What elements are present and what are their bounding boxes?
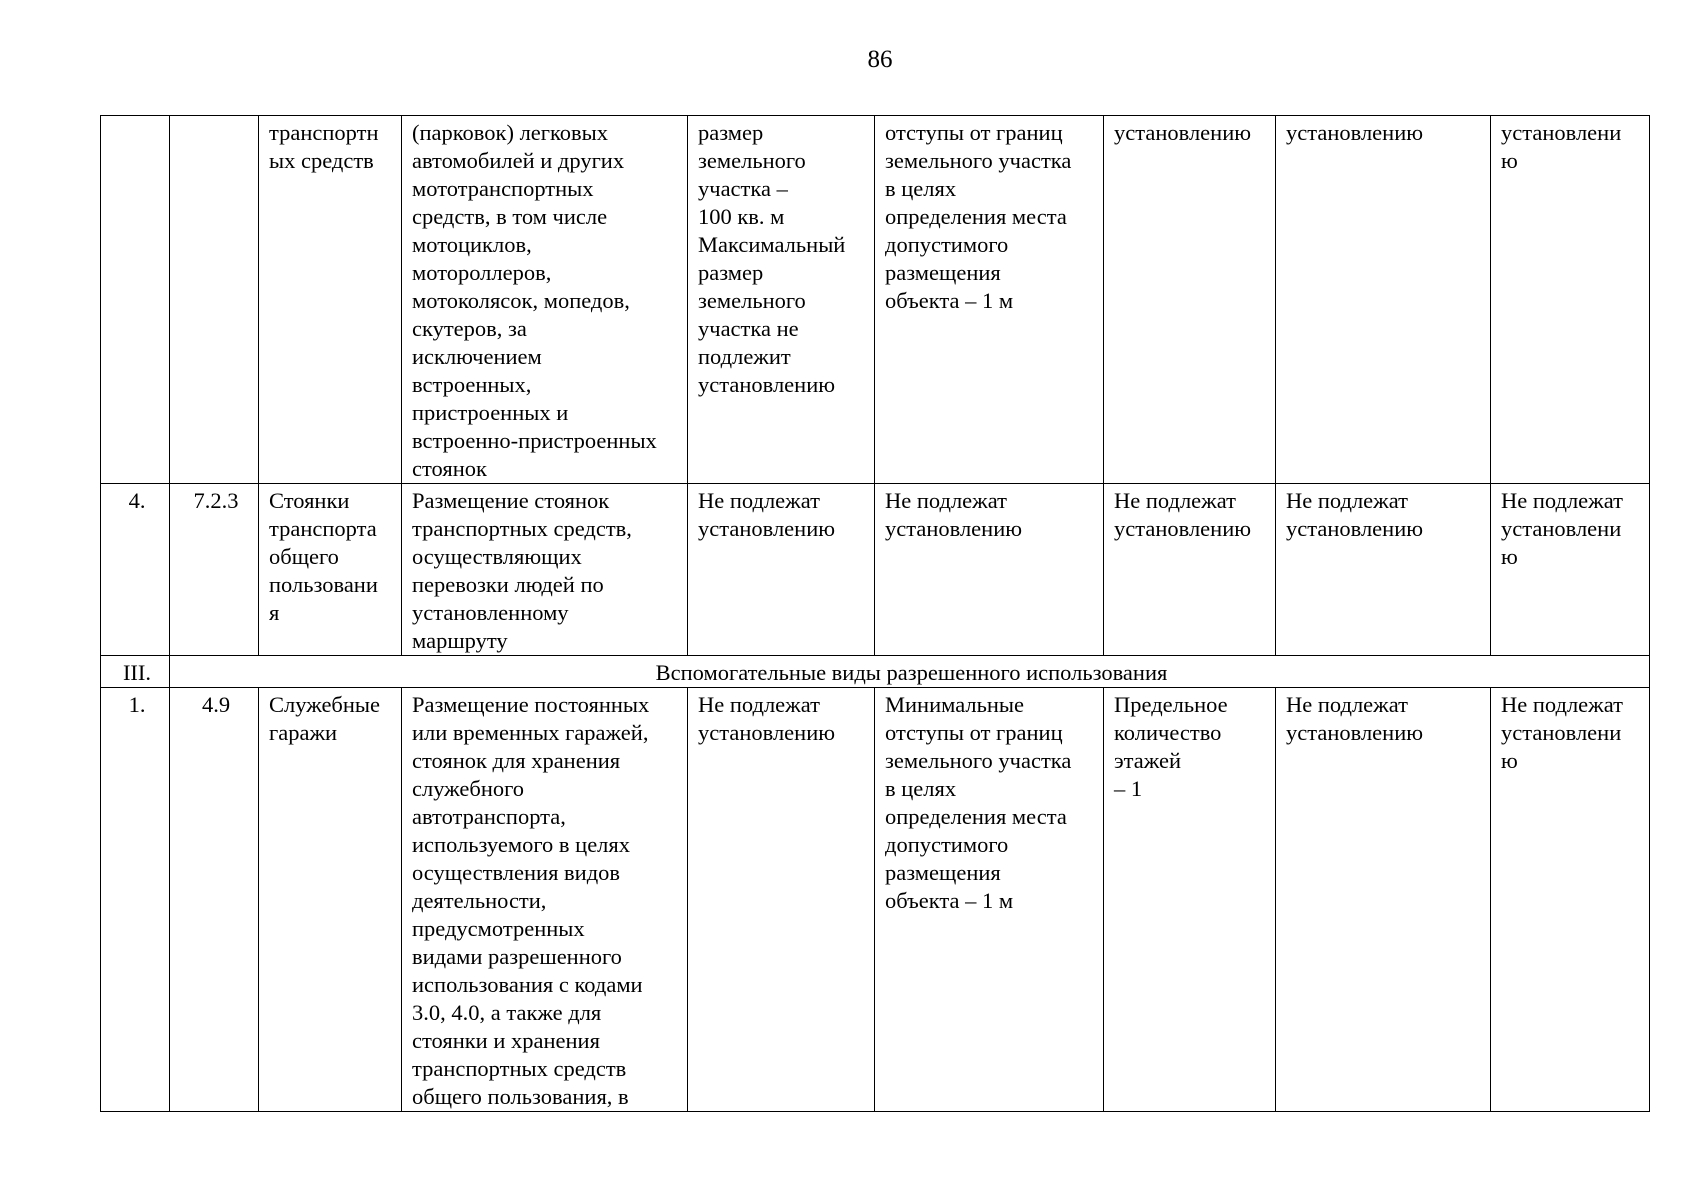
- other-cell: [1491, 688, 1650, 1112]
- use-code: 4.9: [201, 692, 231, 717]
- coverage-text: Не подлежат установлению: [1286, 488, 1424, 541]
- code-cell: [170, 116, 259, 484]
- plot-size-text: Не подлежат установлению: [698, 692, 836, 745]
- row-number-cell: [101, 688, 170, 1112]
- code-cell: [170, 484, 259, 656]
- row-number-cell: [101, 116, 170, 484]
- setbacks-cell: [875, 116, 1104, 484]
- coverage-cell: [1276, 484, 1491, 656]
- section-number-cell: [101, 656, 170, 688]
- coverage-text: установлению: [1286, 120, 1424, 145]
- plot-size-cell: [688, 688, 875, 1112]
- description-cell: [402, 688, 688, 1112]
- table-row: [101, 116, 1650, 484]
- floors-cell: [1104, 484, 1276, 656]
- section-title-cell: [170, 656, 1650, 688]
- floors-text: Предельное количество этажей – 1: [1114, 692, 1228, 801]
- table-row: [101, 484, 1650, 656]
- name-cell: [259, 484, 402, 656]
- coverage-cell: [1276, 688, 1491, 1112]
- setbacks-cell: [875, 484, 1104, 656]
- page-number: 86: [867, 46, 893, 73]
- row-number: 4.: [128, 488, 146, 513]
- floors-cell: [1104, 116, 1276, 484]
- use-description: Размещение постоянных или временных гаражей, стоянок для хранения служебного автотранспорта, используемого в целях осуществления видов деятельности, предусмотренных видами разрешенного использования с кодами 3.0, 4.0, а также для стоянки и хранения транспортных средств общего пользования, в: [412, 692, 650, 1109]
- use-code: 7.2.3: [193, 488, 239, 513]
- section-title: Вспомогательные виды разрешенного использования: [655, 660, 1168, 685]
- floors-text: установлению: [1114, 120, 1252, 145]
- use-name: Стоянки транспорта общего пользовани я: [269, 488, 378, 625]
- setbacks-text: Не подлежат установлению: [885, 488, 1023, 541]
- other-text: Не подлежат установлени ю: [1501, 692, 1623, 773]
- other-text: Не подлежат установлени ю: [1501, 488, 1623, 569]
- section-header-row: [101, 656, 1650, 688]
- section-number: III.: [122, 660, 152, 685]
- row-number: 1.: [128, 692, 146, 717]
- description-cell: [402, 116, 688, 484]
- use-name: транспортн ых средств: [269, 120, 379, 173]
- setbacks-text: Минимальные отступы от границ земельного участка в целях определения места допустимого размещения объекта – 1 м: [885, 692, 1072, 913]
- other-cell: [1491, 484, 1650, 656]
- coverage-cell: [1276, 116, 1491, 484]
- use-description: (парковок) легковых автомобилей и других мототранспортных средств, в том числе мотоциклов, мотороллеров, мотоколясок, мопедов, скутеров, за исключением встроенных, пристроенных и встроенно-пристроенных стоянок: [412, 120, 657, 481]
- plot-size-text: Не подлежат установлению: [698, 488, 836, 541]
- name-cell: [259, 116, 402, 484]
- plot-size-text: размер земельного участка – 100 кв. м Максимальный размер земельного участка не подлежит установлению: [698, 120, 846, 397]
- plot-size-cell: [688, 484, 875, 656]
- description-cell: [402, 484, 688, 656]
- row-number-cell: [101, 484, 170, 656]
- setbacks-cell: [875, 688, 1104, 1112]
- table-row: [101, 688, 1650, 1112]
- use-description: Размещение стоянок транспортных средств, осуществляющих перевозки людей по установленному маршруту: [412, 488, 632, 653]
- name-cell: [259, 688, 402, 1112]
- other-text: установлени ю: [1501, 120, 1622, 173]
- code-cell: [170, 688, 259, 1112]
- setbacks-text: отступы от границ земельного участка в целях определения места допустимого размещения объекта – 1 м: [885, 120, 1072, 313]
- plot-size-cell: [688, 116, 875, 484]
- floors-text: Не подлежат установлению: [1114, 488, 1252, 541]
- use-name: Служебные гаражи: [269, 692, 381, 745]
- coverage-text: Не подлежат установлению: [1286, 692, 1424, 745]
- floors-cell: [1104, 688, 1276, 1112]
- other-cell: [1491, 116, 1650, 484]
- regulations-table: [100, 115, 1650, 1112]
